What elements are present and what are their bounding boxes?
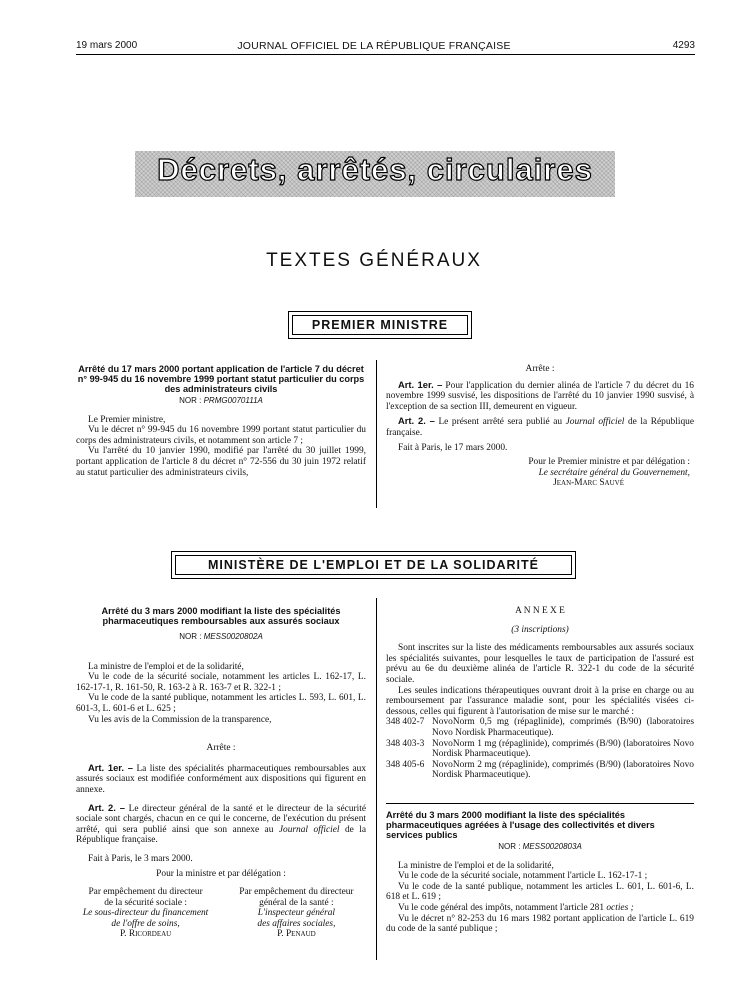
nor-line: NOR : MESS0020803A: [498, 842, 582, 851]
arrete-title: Arrêté du 17 mars 2000 portant application de l'article 7 du décret n° 99-945 du 16 novembre 1999 portant statut particulier du corps des administrateurs civils: [77, 364, 365, 394]
paragraph: Vu le code général des impôts, notamment l'article 281 octies ;: [398, 902, 634, 913]
nor-line: NOR : PRMG0070111A: [179, 396, 263, 405]
arrete-17-mars-right: [386, 364, 694, 489]
annexe-block: [386, 606, 694, 781]
paragraph: Le Premier ministre,: [88, 414, 166, 425]
banner-title: Décrets, arrêtés, circulaires: [157, 152, 593, 187]
ministry-title: MINISTÈRE DE L'EMPLOI ET DE LA SOLIDARITÉ: [175, 555, 572, 575]
paragraph: Vu le code de la sécurité sociale, notamment l'article L. 162-17-1 ;: [398, 871, 648, 882]
arrete-title: Arrêté du 3 mars 2000 modifiant la liste des spécialités pharmaceutiques agréées à l'usage des collectivités et divers services publics: [386, 810, 655, 840]
section-rule: [386, 803, 694, 804]
arrete-label: Arrête :: [206, 743, 236, 754]
paragraph: Vu le code de la santé publique, notamment les articles L. 593, L. 601, L. 601-3, L. 601-6 et L. 625 ;: [76, 693, 366, 714]
arrete-17-mars-left: [76, 364, 366, 478]
journal-title: JOURNAL OFFICIEL DE LA RÉPUBLIQUE FRANÇAISE: [237, 40, 511, 52]
list-item: 348 403-3 NovoNorm 1 mg (répaglinide), comprimés (B/90) (laboratoires Novo Nordisk Pharmaceutique).: [386, 738, 694, 760]
list-item: 348 405-6 NovoNorm 2 mg (répaglinide), comprimés (B/90) (laboratoires Novo Nordisk Pharmaceutique).: [386, 759, 694, 781]
signature-left: Par empêchement du directeur de la sécurité sociale : Le sous-directeur du financement de l'offre de soins, P. Ricordeau: [82, 887, 209, 940]
annexe-subtitle: (3 inscriptions): [511, 624, 569, 635]
signature-role: Le secrétaire général du Gouvernement,: [538, 467, 690, 478]
article-2: Art. 2. – Le présent arrêté sera publié au Journal officiel de la République française.: [386, 415, 694, 438]
paragraph: Vu l'arrêté du 10 janvier 1990, modifié par l'arrêté du 30 juillet 1999, portant application de l'article 8 du décret n° 72-556 du 30 juin 1972 relatif au statut particulier des administrateurs civils,: [76, 446, 366, 478]
signature-right: Par empêchement du directeur général de la santé : L'inspecteur général des affaires sociales, P. Penaud: [239, 887, 354, 940]
paragraph: Sont inscrites sur la liste des médicaments remboursables aux assurés sociaux les spécialités suivantes, pour lesquelles le taux de participation de l'assuré est prévu au 6e du deuxième alinéa de l'article R. 322-1 du code de la sécurité sociale.: [386, 643, 694, 685]
column-divider: [376, 598, 377, 960]
signature-name: Jean-Marc Sauvé: [553, 478, 624, 489]
article-1: Art. 1er. – Pour l'application du dernier alinéa de l'article 7 du décret du 16 novembre 1999 susvisé, les dispositions de l'arrêté du 10 janvier 1990 susvisé, à l'exception de sa section III, demeurent en vigueur.: [386, 378, 694, 412]
ministry-box-premier-ministre: [288, 311, 472, 339]
paragraph: Vu le décret n° 82-253 du 16 mars 1982 portant application de l'article L. 619 du code de la santé publique ;: [386, 913, 694, 935]
fait-a: Fait à Paris, le 3 mars 2000.: [88, 853, 193, 864]
ministry-box-emploi-solidarite: [171, 551, 576, 579]
fait-a: Fait à Paris, le 17 mars 2000.: [398, 442, 508, 453]
header-date: 19 mars 2000: [76, 40, 138, 51]
nor-line: NOR : MESS0020802A: [179, 632, 263, 641]
paragraph: La ministre de l'emploi et de la solidarité,: [88, 661, 244, 672]
arrete-3-mars-collectivites: [386, 810, 694, 935]
arrete-title: Arrêté du 3 mars 2000 modifiant la liste des spécialités pharmaceutiques remboursables aux assurés sociaux: [101, 606, 341, 626]
paragraph: Vu les avis de la Commission de la transparence,: [88, 714, 272, 725]
list-item: 348 402-7 NovoNorm 0,5 mg (répaglinide), comprimés (B/90) (laboratoires Novo Nordisk Pharmaceutique).: [386, 717, 694, 738]
section-title: TEXTES GÉNÉRAUX: [266, 250, 482, 271]
paragraph: Vu le code de la sécurité sociale, notamment les articles L. 162-17, L. 162-17-1, R. 161-50, R. 163-2 à R. 163-7 et R. 322-1 ;: [76, 672, 366, 693]
ministry-title: PREMIER MINISTRE: [292, 315, 468, 335]
annexe-title: A N N E X E: [515, 606, 565, 616]
header-rule: [76, 54, 695, 55]
signature-line: Pour la ministre et par délégation :: [156, 868, 286, 879]
column-divider: [376, 360, 377, 508]
page-number: 4293: [672, 40, 695, 51]
paragraph: Les seules indications thérapeutiques ouvrant droit à la prise en charge ou au remboursement par l'assurance maladie sont, pour les spécialités visées ci-dessous, celles qui figurent à l'autorisation de mise sur le marché :: [386, 685, 694, 717]
article-2: Art. 2. – Le directeur général de la santé et le directeur de la sécurité sociale sont chargés, chacun en ce qui le concerne, de l'exécution du présent arrêté, qui sera publié ainsi que son annexe au Journal officiel de la République française.: [76, 801, 367, 846]
signature-line: Pour le Premier ministre et par délégation :: [528, 457, 690, 468]
paragraph: La ministre de l'emploi et de la solidarité,: [398, 860, 554, 871]
signature-block: [76, 887, 366, 940]
arrete-label: Arrête :: [525, 364, 555, 374]
paragraph: Vu le décret n° 99-945 du 16 novembre 1999 portant statut particulier du corps des administrateurs civils, et notamment son article 7 ;: [76, 425, 366, 446]
paragraph: Vu le code de la santé publique, notamment les articles L. 601, L. 601-6, L. 618 et L. 619 ;: [386, 881, 694, 903]
arrete-3-mars-remboursables: [76, 606, 366, 940]
article-1: Art. 1er. – La liste des spécialités pharmaceutiques remboursables aux assurés sociaux est modifiée conformément aux dispositions qui figurent en annexe.: [76, 761, 367, 795]
